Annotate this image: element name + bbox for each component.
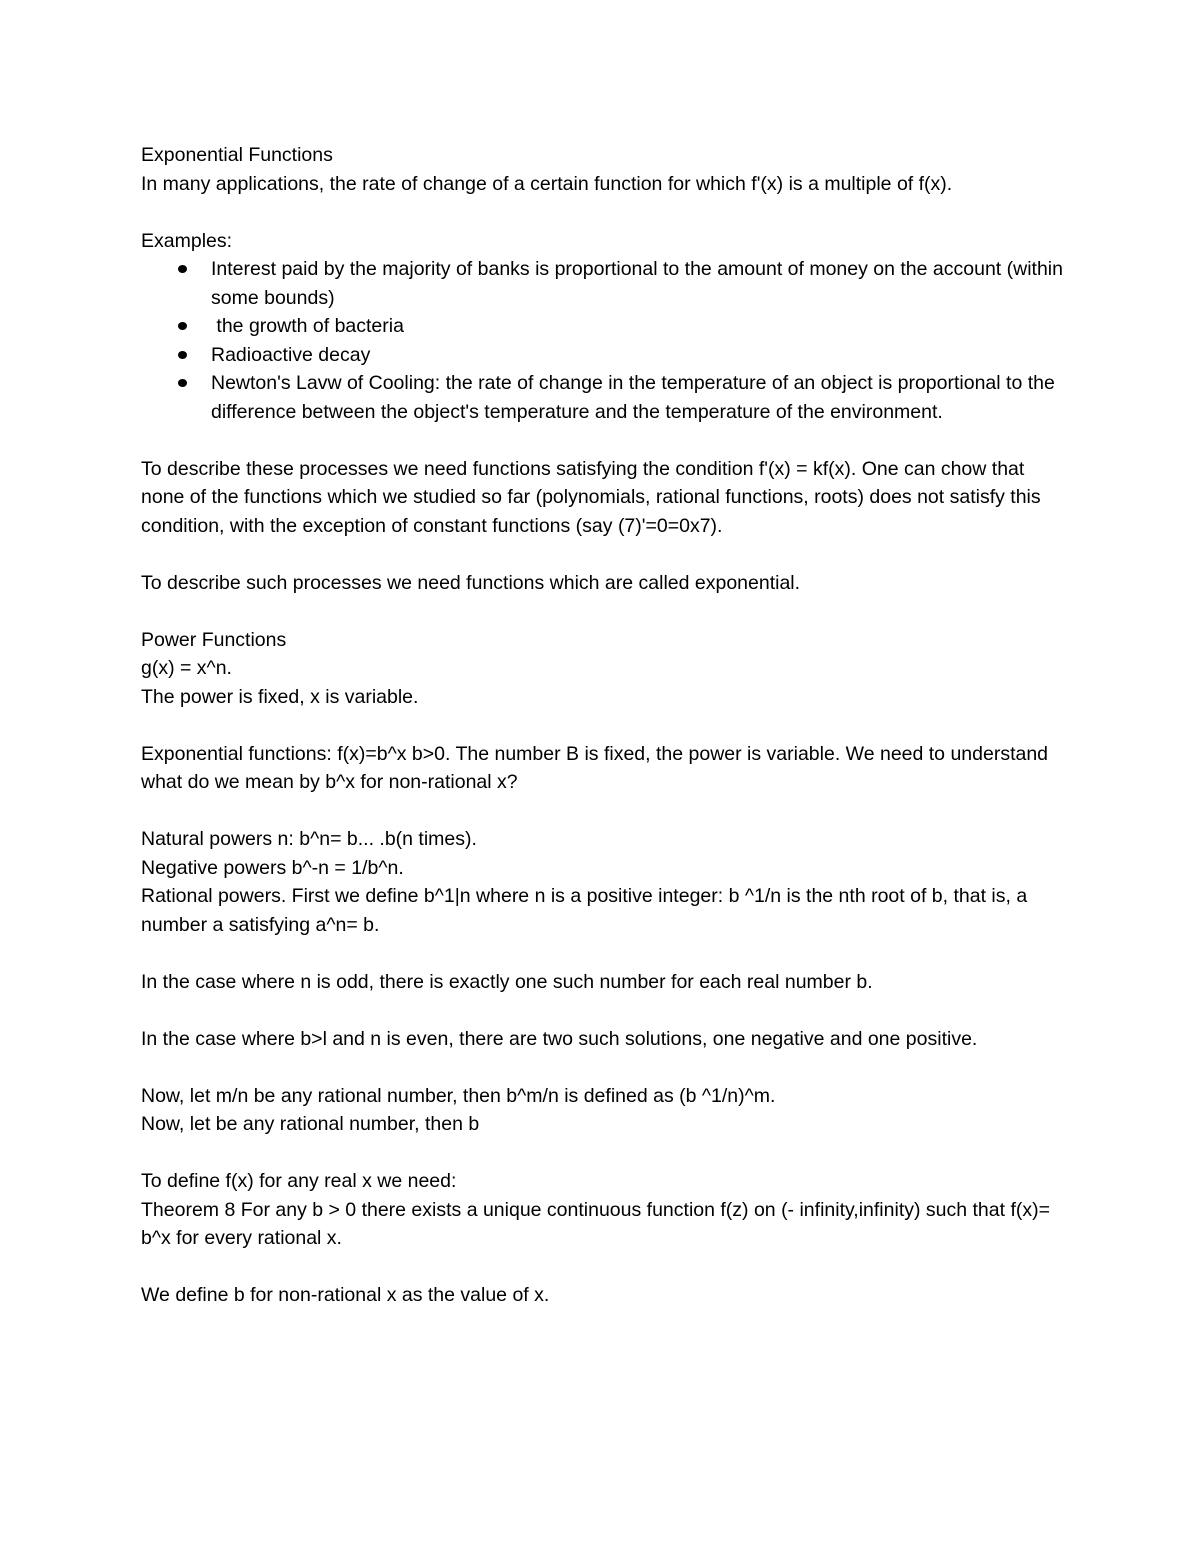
spacer <box>141 597 1071 626</box>
rational-powers-continued: number a satisfying a^n= b. <box>141 913 380 936</box>
spacer <box>141 198 1071 227</box>
list-item-text: Radioactive decay <box>211 343 371 366</box>
document-page <box>141 141 1071 1310</box>
spacer <box>141 1139 1071 1168</box>
bullet-icon <box>178 265 187 273</box>
power-function-definition: g(x) = x^n. <box>141 657 232 679</box>
document-title: Exponential Functions <box>141 144 333 166</box>
odd-case: In the case where n is odd, there is exactly one such number for each real number b. <box>141 970 873 993</box>
examples-heading: Examples: <box>141 229 233 252</box>
intro-text: In many applications, the rate of change of a certain function for which f'(x) is a multiple of f(x). <box>141 172 953 195</box>
final-definition: We define b for non-rational x as the value of x. <box>141 1284 550 1306</box>
spacer <box>141 939 1071 968</box>
bullet-icon <box>178 379 187 387</box>
list-item <box>211 341 1071 370</box>
spacer <box>141 711 1071 740</box>
spacer <box>141 540 1071 569</box>
bullet-icon <box>178 351 187 359</box>
spacer <box>141 996 1071 1025</box>
spacer <box>141 1253 1071 1282</box>
exponential-definition: Exponential functions: f(x)=b^x b>0. The number B is fixed, the power is variable. We need to understand what do we mean by b^x for non-rational x? <box>141 742 1049 793</box>
list-item-text: Interest paid by the majority of banks is proportional to the amount of money on the account (within some bounds) <box>211 258 1063 309</box>
condition-paragraph: To describe these processes we need functions satisfying the condition f'(x) = kf(x). One can chow that none of the functions which we studied so far (polynomials, rational functions, roots) does not satisfy this condition, with the exception of constant functions (say (7)'=0=0x7). <box>141 457 1041 537</box>
power-function-note: The power is fixed, x is variable. <box>141 685 419 708</box>
rational-definition-continued: Now, let be any rational number, then b <box>141 1113 480 1135</box>
list-item <box>211 255 1071 312</box>
rational-definition: Now, let m/n be any rational number, then b^m/n is defined as (b ^1/n)^m. <box>141 1084 776 1107</box>
natural-powers: Natural powers n: b^n= b... .b(n times). <box>141 828 477 850</box>
spacer <box>141 426 1071 455</box>
list-item <box>211 369 1071 426</box>
define-fx: To define f(x) for any real x we need: <box>141 1170 457 1192</box>
exponential-paragraph: To describe such processes we need functions which are called exponential. <box>141 571 801 594</box>
theorem-8: Theorem 8 For any b > 0 there exists a unique continuous function f(z) on (- infinity,infinity) such that f(x)= b^x for every rational x. <box>141 1198 1050 1249</box>
list-item <box>211 312 1071 341</box>
rational-powers: Rational powers. First we define b^1|n where n is a positive integer: b ^1/n is the nth root of b, that is, a <box>141 885 1028 907</box>
spacer <box>141 1053 1071 1082</box>
examples-list <box>141 255 1071 426</box>
list-item-text: the growth of bacteria <box>211 315 404 337</box>
list-item-text: Newton's Lavw of Cooling: the rate of change in the temperature of an object is proportional to the difference between the object's temperature and the temperature of the environment. <box>211 372 1055 423</box>
power-functions-heading: Power Functions <box>141 628 287 651</box>
bullet-icon <box>178 322 187 330</box>
negative-powers: Negative powers b^-n = 1/b^n. <box>141 856 404 879</box>
even-case: In the case where b>l and n is even, there are two such solutions, one negative and one positive. <box>141 1027 978 1050</box>
spacer <box>141 797 1071 826</box>
